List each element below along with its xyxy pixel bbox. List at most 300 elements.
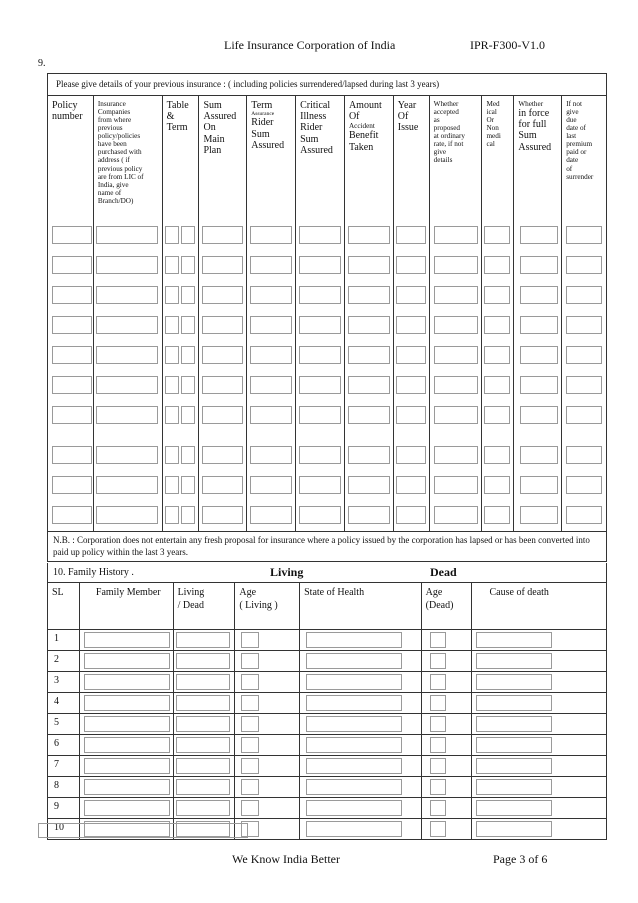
living-dead-input[interactable]: [176, 716, 230, 732]
previous-insurance-input[interactable]: [181, 316, 195, 334]
column-header-line: Term: [166, 122, 188, 134]
previous-insurance-input[interactable]: [202, 226, 243, 244]
column-header-line: Assured: [518, 141, 552, 153]
family-history-row: [80, 776, 173, 797]
living-dead-input[interactable]: [176, 674, 230, 690]
column-header-line: Sum: [203, 100, 222, 111]
previous-insurance-input[interactable]: [165, 286, 179, 304]
previous-insurance-input[interactable]: [250, 256, 292, 274]
previous-insurance-input[interactable]: [566, 376, 602, 394]
previous-insurance-input[interactable]: [348, 476, 390, 494]
family-history-row: [174, 692, 235, 713]
column-header: [94, 96, 162, 205]
column-header: [562, 96, 606, 181]
previous-insurance-input[interactable]: [181, 346, 195, 364]
cause-of-death-input[interactable]: [476, 821, 552, 837]
cause-of-death-input[interactable]: [476, 716, 552, 732]
previous-insurance-input[interactable]: [250, 376, 292, 394]
living-dead-input[interactable]: [176, 695, 230, 711]
column-header-line: Or: [486, 116, 495, 125]
previous-insurance-input[interactable]: [181, 286, 195, 304]
column-header-line: Main: [203, 133, 225, 145]
family-history-row: [80, 755, 173, 776]
previous-insurance-input[interactable]: [520, 506, 558, 524]
previous-insurance-input[interactable]: [566, 446, 602, 464]
age-dead-input[interactable]: [430, 653, 446, 669]
previous-insurance-column: [296, 96, 345, 531]
previous-insurance-input[interactable]: [52, 316, 92, 334]
previous-insurance-column: [94, 96, 163, 531]
family-history-row: [235, 650, 299, 671]
lapsed-policy-note: N.B. : Corporation does not entertain any fresh proposal for insurance where a policy issued by the corporation has lapsed or has been converted into paid up policy within the last 3 years.: [48, 531, 606, 561]
previous-insurance-input[interactable]: [566, 346, 602, 364]
family-history-row: [422, 797, 471, 818]
previous-insurance-input[interactable]: [520, 286, 558, 304]
living-dead-input[interactable]: [176, 758, 230, 774]
living-dead-input[interactable]: [176, 800, 230, 816]
previous-insurance-input[interactable]: [299, 256, 341, 274]
previous-insurance-input[interactable]: [202, 256, 243, 274]
previous-insurance-input[interactable]: [566, 256, 602, 274]
previous-insurance-input[interactable]: [396, 376, 426, 394]
previous-insurance-input[interactable]: [348, 406, 390, 424]
previous-insurance-input[interactable]: [96, 316, 158, 334]
family-history-row: [48, 776, 79, 797]
age-living-input[interactable]: [241, 632, 259, 648]
family-history-row: [48, 713, 79, 734]
family-history-row: [235, 713, 299, 734]
row-serial: 7: [54, 759, 59, 770]
previous-insurance-input[interactable]: [181, 506, 195, 524]
previous-insurance-input[interactable]: [202, 346, 243, 364]
column-header-line: surrender: [566, 172, 594, 181]
previous-insurance-input[interactable]: [52, 376, 92, 394]
age-living-input[interactable]: [241, 674, 259, 690]
living-dead-input[interactable]: [176, 632, 230, 648]
previous-insurance-input[interactable]: [202, 506, 243, 524]
column-header-line: Rider: [251, 117, 274, 129]
previous-insurance-input[interactable]: [348, 446, 390, 464]
previous-insurance-input[interactable]: [566, 506, 602, 524]
column-header: [430, 96, 482, 165]
previous-insurance-input[interactable]: [250, 316, 292, 334]
previous-insurance-input[interactable]: [566, 476, 602, 494]
previous-insurance-column: [562, 96, 606, 531]
family-history-section: [47, 563, 607, 840]
family-history-row: [300, 692, 421, 713]
column-header: [80, 583, 173, 629]
previous-insurance-input[interactable]: [348, 256, 390, 274]
previous-insurance-input[interactable]: [202, 446, 243, 464]
family-member-input[interactable]: [84, 674, 170, 690]
family-history-row: [422, 755, 471, 776]
previous-insurance-input[interactable]: [434, 446, 478, 464]
family-member-input[interactable]: [84, 737, 170, 753]
previous-insurance-input[interactable]: [396, 316, 426, 334]
previous-insurance-input[interactable]: [396, 446, 426, 464]
family-history-row: [174, 629, 235, 650]
family-history-row: [422, 776, 471, 797]
previous-insurance-input[interactable]: [250, 506, 292, 524]
previous-insurance-input[interactable]: [484, 226, 510, 244]
family-member-input[interactable]: [84, 632, 170, 648]
family-history-row: [235, 629, 299, 650]
family-history-row: [174, 671, 235, 692]
column-header-line: name of: [97, 188, 122, 197]
column-header-line: Of: [397, 111, 409, 123]
family-history-column-age-living: [235, 583, 300, 839]
previous-insurance-input[interactable]: [566, 226, 602, 244]
previous-insurance-input[interactable]: [434, 406, 478, 424]
family-history-row: [174, 713, 235, 734]
previous-insurance-input[interactable]: [181, 256, 195, 274]
family-member-input[interactable]: [84, 779, 170, 795]
cause-of-death-input[interactable]: [476, 779, 552, 795]
previous-insurance-input[interactable]: [181, 226, 195, 244]
previous-insurance-input[interactable]: [299, 376, 341, 394]
column-header-line: for full: [518, 119, 547, 131]
previous-insurance-input[interactable]: [96, 256, 158, 274]
previous-insurance-input[interactable]: [520, 316, 558, 334]
previous-insurance-input[interactable]: [484, 376, 510, 394]
previous-insurance-input[interactable]: [250, 226, 292, 244]
previous-insurance-input[interactable]: [299, 346, 341, 364]
cause-of-death-input[interactable]: [476, 632, 552, 648]
previous-insurance-input[interactable]: [299, 406, 341, 424]
previous-insurance-input[interactable]: [165, 476, 179, 494]
cause-of-death-input[interactable]: [476, 800, 552, 816]
previous-insurance-input[interactable]: [434, 476, 478, 494]
state-of-health-input[interactable]: [306, 653, 402, 669]
column-header-line: Sum: [518, 130, 537, 142]
row-serial: 3: [54, 675, 59, 686]
previous-insurance-input[interactable]: [396, 256, 426, 274]
previous-insurance-input[interactable]: [165, 226, 179, 244]
previous-insurance-input[interactable]: [202, 286, 243, 304]
previous-insurance-input[interactable]: [520, 446, 558, 464]
previous-insurance-input[interactable]: [52, 256, 92, 274]
previous-insurance-input[interactable]: [165, 256, 179, 274]
column-header-line: paid or: [566, 148, 587, 157]
previous-insurance-input[interactable]: [484, 316, 510, 334]
previous-insurance-input[interactable]: [96, 406, 158, 424]
state-of-health-input[interactable]: [306, 800, 402, 816]
cause-of-death-input[interactable]: [476, 674, 552, 690]
family-history-row: [80, 650, 173, 671]
previous-insurance-input[interactable]: [566, 406, 602, 424]
previous-insurance-input[interactable]: [299, 226, 341, 244]
previous-insurance-input[interactable]: [566, 286, 602, 304]
previous-insurance-input[interactable]: [250, 446, 292, 464]
column-header-line: previous policy: [97, 164, 143, 173]
previous-insurance-input[interactable]: [202, 376, 243, 394]
cause-of-death-input[interactable]: [476, 653, 552, 669]
family-history-row: [80, 713, 173, 734]
family-member-input[interactable]: [84, 800, 170, 816]
previous-insurance-input[interactable]: [299, 506, 341, 524]
column-header-line: Policy: [52, 100, 78, 111]
previous-insurance-input[interactable]: [96, 376, 158, 394]
age-living-input[interactable]: [241, 800, 259, 816]
age-living-input[interactable]: [241, 758, 259, 774]
age-dead-input[interactable]: [430, 695, 446, 711]
previous-insurance-input[interactable]: [299, 476, 341, 494]
previous-insurance-input[interactable]: [484, 406, 510, 424]
column-header-line: / Dead: [177, 600, 204, 611]
column-header-line: State of Health: [304, 587, 365, 598]
age-dead-input[interactable]: [430, 737, 446, 753]
previous-insurance-input[interactable]: [202, 406, 243, 424]
living-dead-input[interactable]: [176, 653, 230, 669]
previous-insurance-intro: Please give details of your previous insurance : ( including policies surrendered/lapsed during last 3 years): [48, 74, 606, 96]
row-serial: 4: [54, 696, 59, 707]
previous-insurance-input[interactable]: [484, 346, 510, 364]
family-history-row: [300, 650, 421, 671]
column-header: [472, 583, 607, 629]
family-history-column-state-of-health: [300, 583, 422, 839]
column-header: [345, 96, 393, 153]
living-heading: Living: [270, 565, 304, 579]
column-header-line: India, give: [97, 180, 129, 189]
previous-insurance-input[interactable]: [96, 226, 158, 244]
previous-insurance-input[interactable]: [250, 476, 292, 494]
previous-insurance-input[interactable]: [520, 476, 558, 494]
family-history-row: [422, 650, 471, 671]
column-header-line: cal: [486, 140, 495, 149]
previous-insurance-input[interactable]: [484, 476, 510, 494]
previous-insurance-input[interactable]: [165, 406, 179, 424]
column-header: [235, 583, 299, 629]
column-header-line: (Dead): [425, 600, 454, 611]
previous-insurance-column: [247, 96, 296, 531]
previous-insurance-input[interactable]: [434, 226, 478, 244]
previous-insurance-input[interactable]: [181, 406, 195, 424]
family-member-input[interactable]: [84, 716, 170, 732]
previous-insurance-input[interactable]: [520, 256, 558, 274]
age-living-input[interactable]: [241, 779, 259, 795]
family-history-row: [80, 797, 173, 818]
previous-insurance-input[interactable]: [165, 346, 179, 364]
previous-insurance-input[interactable]: [202, 476, 243, 494]
previous-insurance-input[interactable]: [484, 446, 510, 464]
previous-insurance-input[interactable]: [299, 316, 341, 334]
age-dead-input[interactable]: [430, 821, 446, 837]
family-member-input[interactable]: [84, 653, 170, 669]
previous-insurance-input[interactable]: [396, 226, 426, 244]
state-of-health-input[interactable]: [306, 758, 402, 774]
cause-of-death-input[interactable]: [476, 737, 552, 753]
previous-insurance-input[interactable]: [396, 406, 426, 424]
previous-insurance-input[interactable]: [96, 506, 158, 524]
state-of-health-input[interactable]: [306, 779, 402, 795]
dead-heading: Dead: [430, 565, 457, 579]
family-member-input[interactable]: [84, 758, 170, 774]
column-header-line: from where: [97, 116, 132, 125]
previous-insurance-input[interactable]: [165, 376, 179, 394]
family-member-input[interactable]: [84, 695, 170, 711]
previous-insurance-input[interactable]: [396, 476, 426, 494]
column-header-line: Age: [239, 587, 257, 598]
previous-insurance-column: [199, 96, 247, 531]
previous-insurance-input[interactable]: [250, 346, 292, 364]
family-history-row: [174, 650, 235, 671]
column-header: [296, 96, 344, 156]
column-header-line: Accident: [348, 122, 375, 131]
section-9-number: 9.: [38, 58, 46, 69]
column-header-line: Med: [486, 100, 500, 108]
previous-insurance-input[interactable]: [52, 476, 92, 494]
column-header-line: last: [566, 132, 577, 141]
previous-insurance-input[interactable]: [520, 376, 558, 394]
previous-insurance-input[interactable]: [348, 316, 390, 334]
living-dead-input[interactable]: [176, 779, 230, 795]
previous-insurance-input[interactable]: [250, 406, 292, 424]
previous-insurance-input[interactable]: [520, 406, 558, 424]
previous-insurance-input[interactable]: [96, 476, 158, 494]
previous-insurance-input[interactable]: [434, 316, 478, 334]
previous-insurance-input[interactable]: [52, 446, 92, 464]
signature-field[interactable]: [38, 823, 248, 838]
previous-insurance-input[interactable]: [52, 406, 92, 424]
previous-insurance-input[interactable]: [348, 286, 390, 304]
column-header-line: number: [52, 111, 83, 123]
family-history-column-sl: [48, 583, 80, 839]
family-history-column-cause-of-death: [472, 583, 607, 839]
age-dead-input[interactable]: [430, 800, 446, 816]
previous-insurance-input[interactable]: [96, 446, 158, 464]
family-history-row: [422, 671, 471, 692]
previous-insurance-input[interactable]: [396, 286, 426, 304]
column-header-line: Rider: [300, 122, 323, 134]
column-header-line: Assured: [251, 139, 285, 151]
previous-insurance-input[interactable]: [52, 506, 92, 524]
previous-insurance-input[interactable]: [250, 286, 292, 304]
state-of-health-input[interactable]: [306, 821, 402, 837]
previous-insurance-input[interactable]: [181, 446, 195, 464]
previous-insurance-input[interactable]: [434, 376, 478, 394]
age-living-input[interactable]: [241, 716, 259, 732]
age-living-input[interactable]: [241, 653, 259, 669]
age-dead-input[interactable]: [430, 632, 446, 648]
state-of-health-input[interactable]: [306, 674, 402, 690]
state-of-health-input[interactable]: [306, 737, 402, 753]
family-history-row: [472, 776, 607, 797]
family-history-row: [300, 671, 421, 692]
previous-insurance-input[interactable]: [348, 346, 390, 364]
previous-insurance-input[interactable]: [396, 506, 426, 524]
family-history-row: [472, 755, 607, 776]
family-history-row: [300, 713, 421, 734]
column-header-line: due: [566, 116, 577, 125]
state-of-health-input[interactable]: [306, 695, 402, 711]
family-history-row: [422, 818, 471, 839]
cause-of-death-input[interactable]: [476, 695, 552, 711]
previous-insurance-input[interactable]: [348, 226, 390, 244]
previous-insurance-input[interactable]: [348, 506, 390, 524]
previous-insurance-input[interactable]: [52, 346, 92, 364]
previous-insurance-input[interactable]: [165, 446, 179, 464]
living-dead-input[interactable]: [176, 737, 230, 753]
previous-insurance-input[interactable]: [181, 376, 195, 394]
family-history-row: [48, 671, 79, 692]
column-header-line: previous: [97, 124, 123, 133]
row-serial: 8: [54, 780, 59, 791]
family-history-row: [300, 629, 421, 650]
family-history-column-living-dead: [174, 583, 236, 839]
previous-insurance-input[interactable]: [165, 316, 179, 334]
previous-insurance-input[interactable]: [434, 256, 478, 274]
previous-insurance-input[interactable]: [566, 316, 602, 334]
column-header-line: Assured: [300, 144, 333, 156]
previous-insurance-input[interactable]: [52, 286, 92, 304]
previous-insurance-input[interactable]: [484, 256, 510, 274]
family-history-row: [300, 755, 421, 776]
previous-insurance-input[interactable]: [434, 346, 478, 364]
family-history-row: [300, 818, 421, 839]
age-dead-input[interactable]: [430, 779, 446, 795]
age-dead-input[interactable]: [430, 674, 446, 690]
age-dead-input[interactable]: [430, 758, 446, 774]
previous-insurance-input[interactable]: [520, 346, 558, 364]
column-header-line: Plan: [203, 144, 222, 156]
family-history-row: [235, 734, 299, 755]
column-header-line: Whether: [518, 100, 544, 108]
previous-insurance-input[interactable]: [96, 286, 158, 304]
age-living-input[interactable]: [241, 737, 259, 753]
age-dead-input[interactable]: [430, 716, 446, 732]
previous-insurance-input[interactable]: [299, 286, 341, 304]
family-history-column-family-member: [80, 583, 174, 839]
column-header-line: Whether: [433, 100, 459, 108]
family-history-row: [300, 797, 421, 818]
previous-insurance-input[interactable]: [181, 476, 195, 494]
state-of-health-input[interactable]: [306, 632, 402, 648]
cause-of-death-input[interactable]: [476, 758, 552, 774]
age-living-input[interactable]: [241, 695, 259, 711]
form-code: IPR-F300-V1.0: [470, 38, 546, 52]
family-history-row: [235, 776, 299, 797]
column-header-line: date: [566, 156, 579, 165]
column-header-line: address ( if: [97, 156, 130, 165]
previous-insurance-input[interactable]: [348, 376, 390, 394]
family-history-row: [422, 713, 471, 734]
column-header-line: Taken: [348, 141, 374, 153]
column-header-line: SL: [52, 587, 64, 598]
previous-insurance-input[interactable]: [165, 506, 179, 524]
previous-insurance-input[interactable]: [434, 506, 478, 524]
previous-insurance-input[interactable]: [520, 226, 558, 244]
previous-insurance-input[interactable]: [484, 286, 510, 304]
previous-insurance-column: [394, 96, 430, 531]
header-title: Life Insurance Corporation of India: [224, 38, 396, 52]
column-header-line: as: [433, 116, 440, 125]
family-history-row: [235, 797, 299, 818]
previous-insurance-input[interactable]: [52, 226, 92, 244]
family-history-row: [48, 692, 79, 713]
state-of-health-input[interactable]: [306, 716, 402, 732]
family-history-row: [472, 692, 607, 713]
column-header-line: at ordinary: [433, 132, 465, 141]
family-history-row: [472, 797, 607, 818]
previous-insurance-input[interactable]: [484, 506, 510, 524]
previous-insurance-input[interactable]: [434, 286, 478, 304]
previous-insurance-input[interactable]: [396, 346, 426, 364]
previous-insurance-input[interactable]: [299, 446, 341, 464]
previous-insurance-input[interactable]: [96, 346, 158, 364]
family-history-row: [48, 734, 79, 755]
column-header-line: Living: [177, 587, 205, 598]
previous-insurance-input[interactable]: [202, 316, 243, 334]
